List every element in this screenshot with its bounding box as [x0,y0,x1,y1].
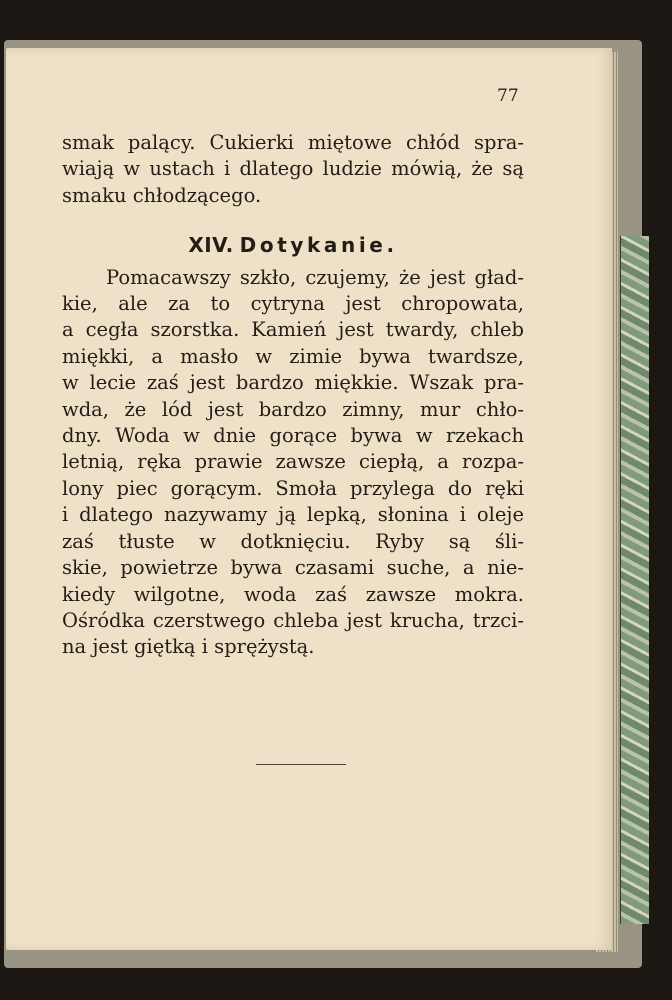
marbled-endpaper [620,236,649,924]
text-line: i dlatego nazywamy ją lepką, słonina i oleje [62,503,524,527]
text-line: dny. Woda w dnie gorące bywa w rzekach [62,424,524,448]
section-numeral: XIV. [188,233,234,258]
page-text [62,130,524,661]
section-title: Dotykanie. [239,233,398,258]
text-line: kiedy wilgotne, woda zaś zawsze mokra. [62,582,524,606]
text-line: smak palący. Cukierki miętowe chłód spra- [62,131,524,154]
paragraph-1 [62,130,524,209]
text-line: kie, ale za to cytryna jest chropowata, [62,292,524,316]
text-line: Ośródka czerstwego chleba jest krucha, trzci- [62,608,524,632]
text-line: smaku chłodzącego. [62,183,262,207]
text-line: letnią, ręka prawie zawsze ciepłą, a rozpa- [62,450,524,474]
paragraph-2 [62,265,524,661]
page-number: 77 [497,86,519,106]
text-line: zaś tłuste w dotknięciu. Ryby są śli- [62,529,524,553]
text-line: w lecie zaś jest bardzo miękkie. Wszak pra- [62,371,524,395]
text-line: a cegła szorstka. Kamień jest twardy, chleb [62,318,524,342]
section-heading [62,232,524,258]
text-line: lony piec gorącym. Smoła przylega do ręki [62,476,524,500]
text-line: na jest giętką i sprężystą. [62,635,315,659]
text-line: skie, powietrze bywa czasami suche, a nie- [62,556,524,580]
text-line: wiają w ustach i dlatego ludzie mówią, że są [62,157,524,181]
end-rule [256,764,346,765]
text-line: wda, że lód jest bardzo zimny, mur chło- [62,397,524,421]
text-line: Pomacawszy szkło, czujemy, że jest gład- [106,265,524,289]
text-line: miękki, a masło w zimie bywa twardsze, [62,344,524,368]
